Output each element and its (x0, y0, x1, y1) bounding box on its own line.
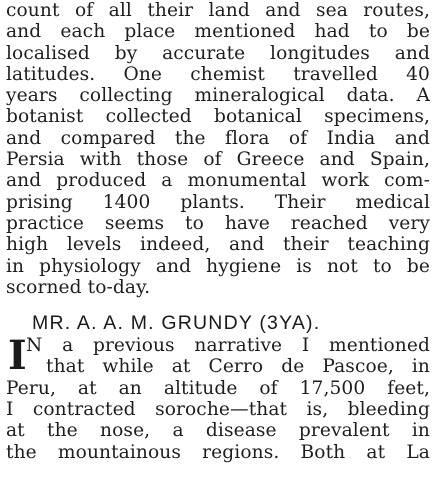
text-line: Persia with those of Greece and Spain, (6, 149, 430, 171)
paragraph (6, 332, 430, 463)
text-line: the mountainous regions. Both at La (6, 441, 430, 463)
text-line: prising 1400 plants. Their medical (6, 191, 430, 213)
paragraph (6, 0, 430, 298)
section-heading: MR. A. A. M. GRUNDY (3YA). (32, 312, 321, 335)
text-line: at the nose, a disease prevalent in (6, 420, 430, 442)
text-line: count of all their land and sea routes, (6, 0, 430, 21)
text-line: and produced a monumental work com- (6, 170, 430, 192)
text-line: and compared the flora of India and (6, 127, 430, 149)
text-line: and each place mentioned had to be (6, 21, 430, 43)
text-line: practice seems to have reached very (6, 212, 430, 234)
text-line: scorned to-day. (6, 276, 151, 298)
text-line: localised by accurate longitudes and (6, 42, 430, 64)
text-line: years collecting mineralogical data. A (6, 85, 430, 107)
text-line: high levels indeed, and their teaching (6, 234, 430, 256)
spacer (6, 298, 430, 311)
text-line: Peru, at an altitude of 17,500 feet, (6, 377, 430, 399)
drop-cap: I (8, 332, 27, 380)
text-line: in physiology and hygiene is not to be (6, 255, 430, 277)
text-line: I contracted soroche—that is, bleeding (6, 399, 430, 421)
article-column (6, 0, 430, 463)
text-line: that while at Cerro de Pascoe, in (46, 356, 430, 378)
text-line: N a previous narrative I mentioned (26, 335, 430, 357)
text-line: latitudes. One chemist travelled 40 (6, 63, 430, 85)
text-line: botanist collected botanical specimens, (6, 106, 430, 128)
